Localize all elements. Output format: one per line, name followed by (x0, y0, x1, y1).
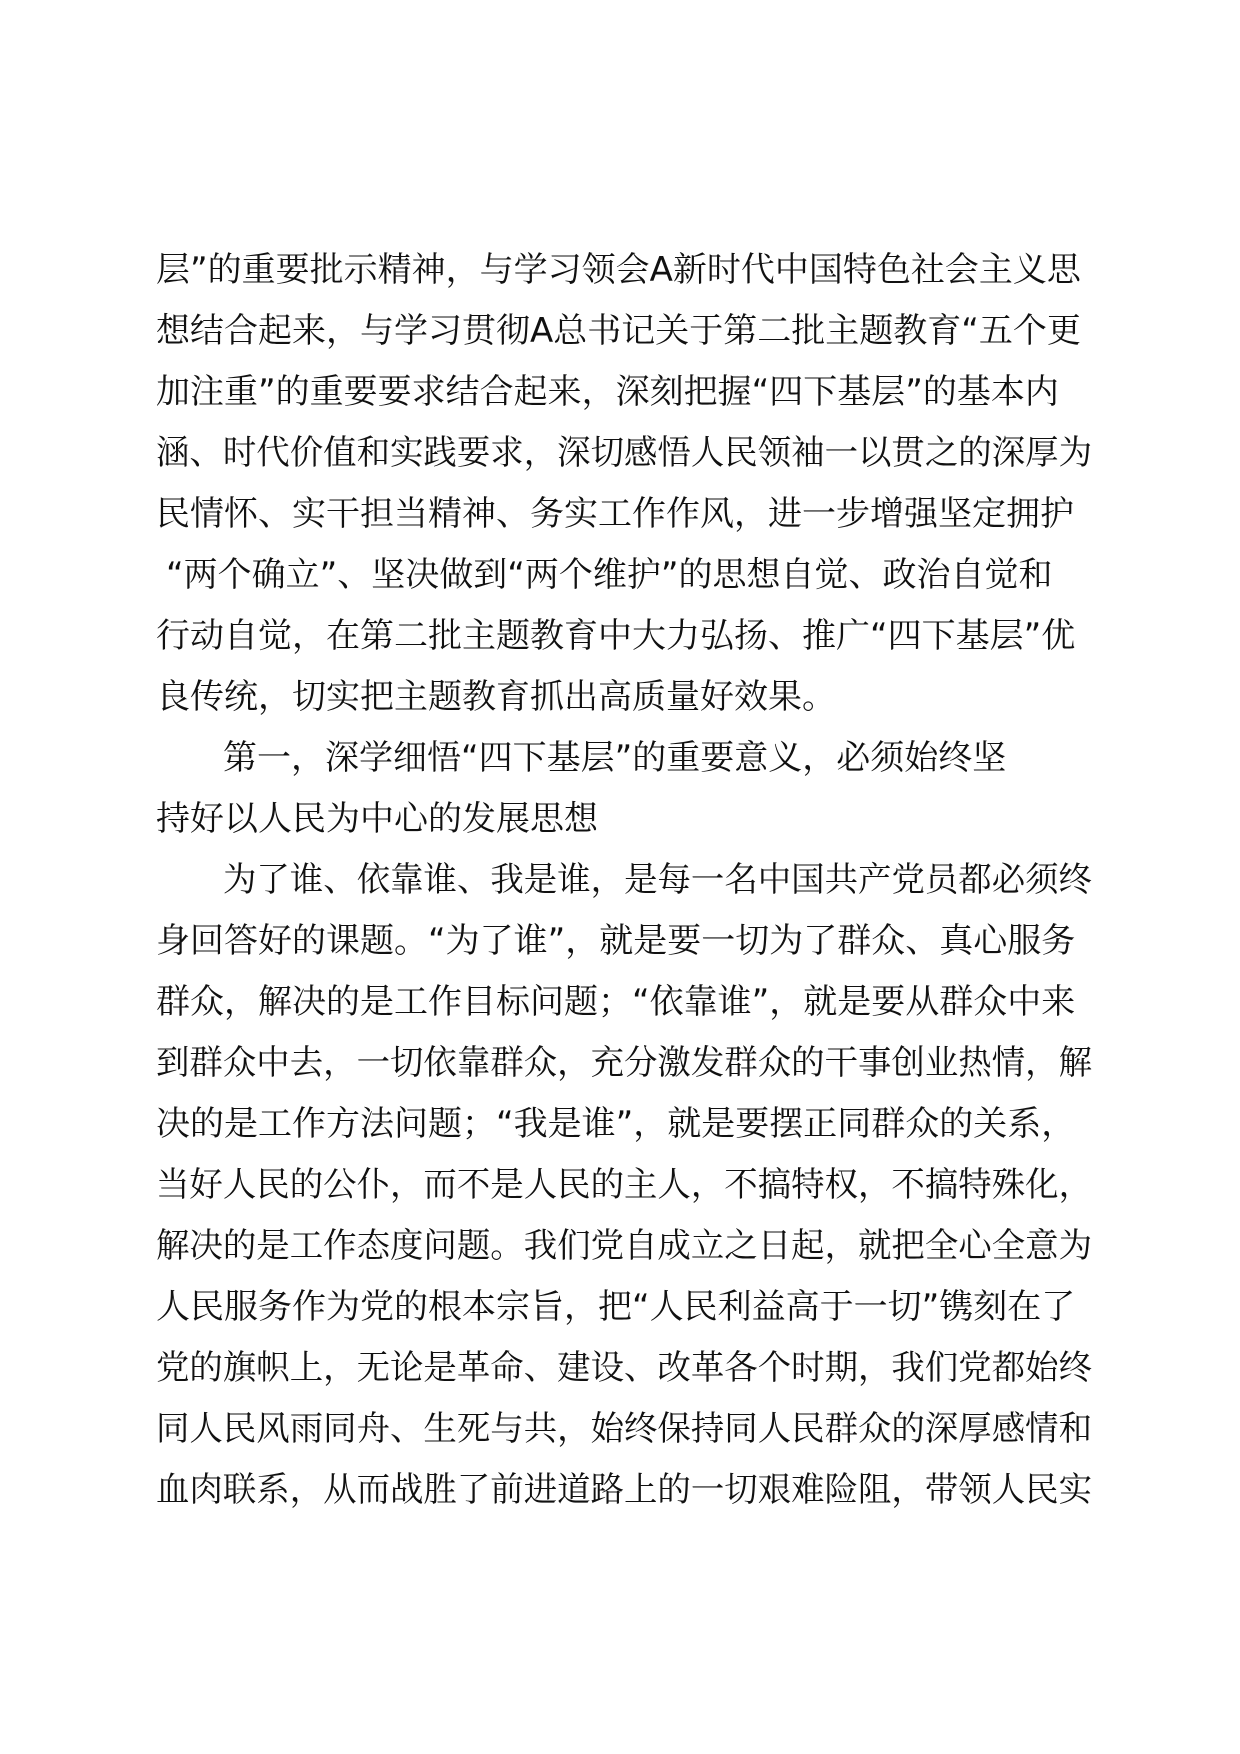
paragraph-line: 决的是工作方法问题；“我是谁”，就是要摆正同群众的关系， (156, 1104, 1076, 1144)
paragraph-line: 到群众中去，一切依靠群众，充分激发群众的干事创业热情，解 (156, 1043, 1093, 1083)
paragraph-line: 民情怀、实干担当精神、务实工作作风，进一步增强坚定拥护 (156, 494, 1074, 534)
section-heading-line: 第一，深学细悟“四下基层”的重要意义，必须始终坚 (223, 738, 1007, 778)
paragraph-line: 想结合起来，与学习贯彻A总书记关于第二批主题教育“五个更 (156, 311, 1081, 351)
paragraph-line: 群众，解决的是工作目标问题；“依靠谁”，就是要从群众中来 (156, 982, 1076, 1022)
paragraph-line: 涵、时代价值和实践要求，深切感悟人民领袖一以贯之的深厚为 (156, 433, 1093, 473)
paragraph-line: 行动自觉，在第二批主题教育中大力弘扬、推广“四下基层”优 (156, 616, 1076, 656)
paragraph-line: 人民服务作为党的根本宗旨，把“人民利益高于一切”镌刻在了 (156, 1287, 1076, 1327)
paragraph-line: 血肉联系，从而战胜了前进道路上的一切艰难险阻，带领人民实 (156, 1470, 1093, 1510)
paragraph-line: 为了谁、依靠谁、我是谁，是每一名中国共产党员都必须终 (223, 860, 1092, 900)
paragraph-line: 同人民风雨同舟、生死与共，始终保持同人民群众的深厚感情和 (156, 1409, 1093, 1449)
paragraph-line: 层”的重要批示精神，与学习领会A新时代中国特色社会主义思 (156, 250, 1081, 290)
paragraph-line: 当好人民的公仆，而不是人民的主人，不搞特权，不搞特殊化， (156, 1165, 1093, 1205)
paragraph-line: 解决的是工作态度问题。我们党自成立之日起，就把全心全意为 (156, 1226, 1093, 1266)
paragraph-line: 身回答好的课题。“为了谁”，就是要一切为了群众、真心服务 (156, 921, 1076, 961)
section-heading-line: 持好以人民为中心的发展思想 (156, 799, 598, 839)
paragraph-line: 党的旗帜上，无论是革命、建设、改革各个时期，我们党都始终 (156, 1348, 1093, 1388)
paragraph-line: 良传统，切实把主题教育抓出高质量好效果。 (156, 677, 836, 717)
paragraph-line: 加注重”的重要要求结合起来，深刻把握“四下基层”的基本内 (156, 372, 1059, 412)
paragraph-line: “两个确立”、坚决做到“两个维护”的思想自觉、政治自觉和 (166, 555, 1053, 595)
